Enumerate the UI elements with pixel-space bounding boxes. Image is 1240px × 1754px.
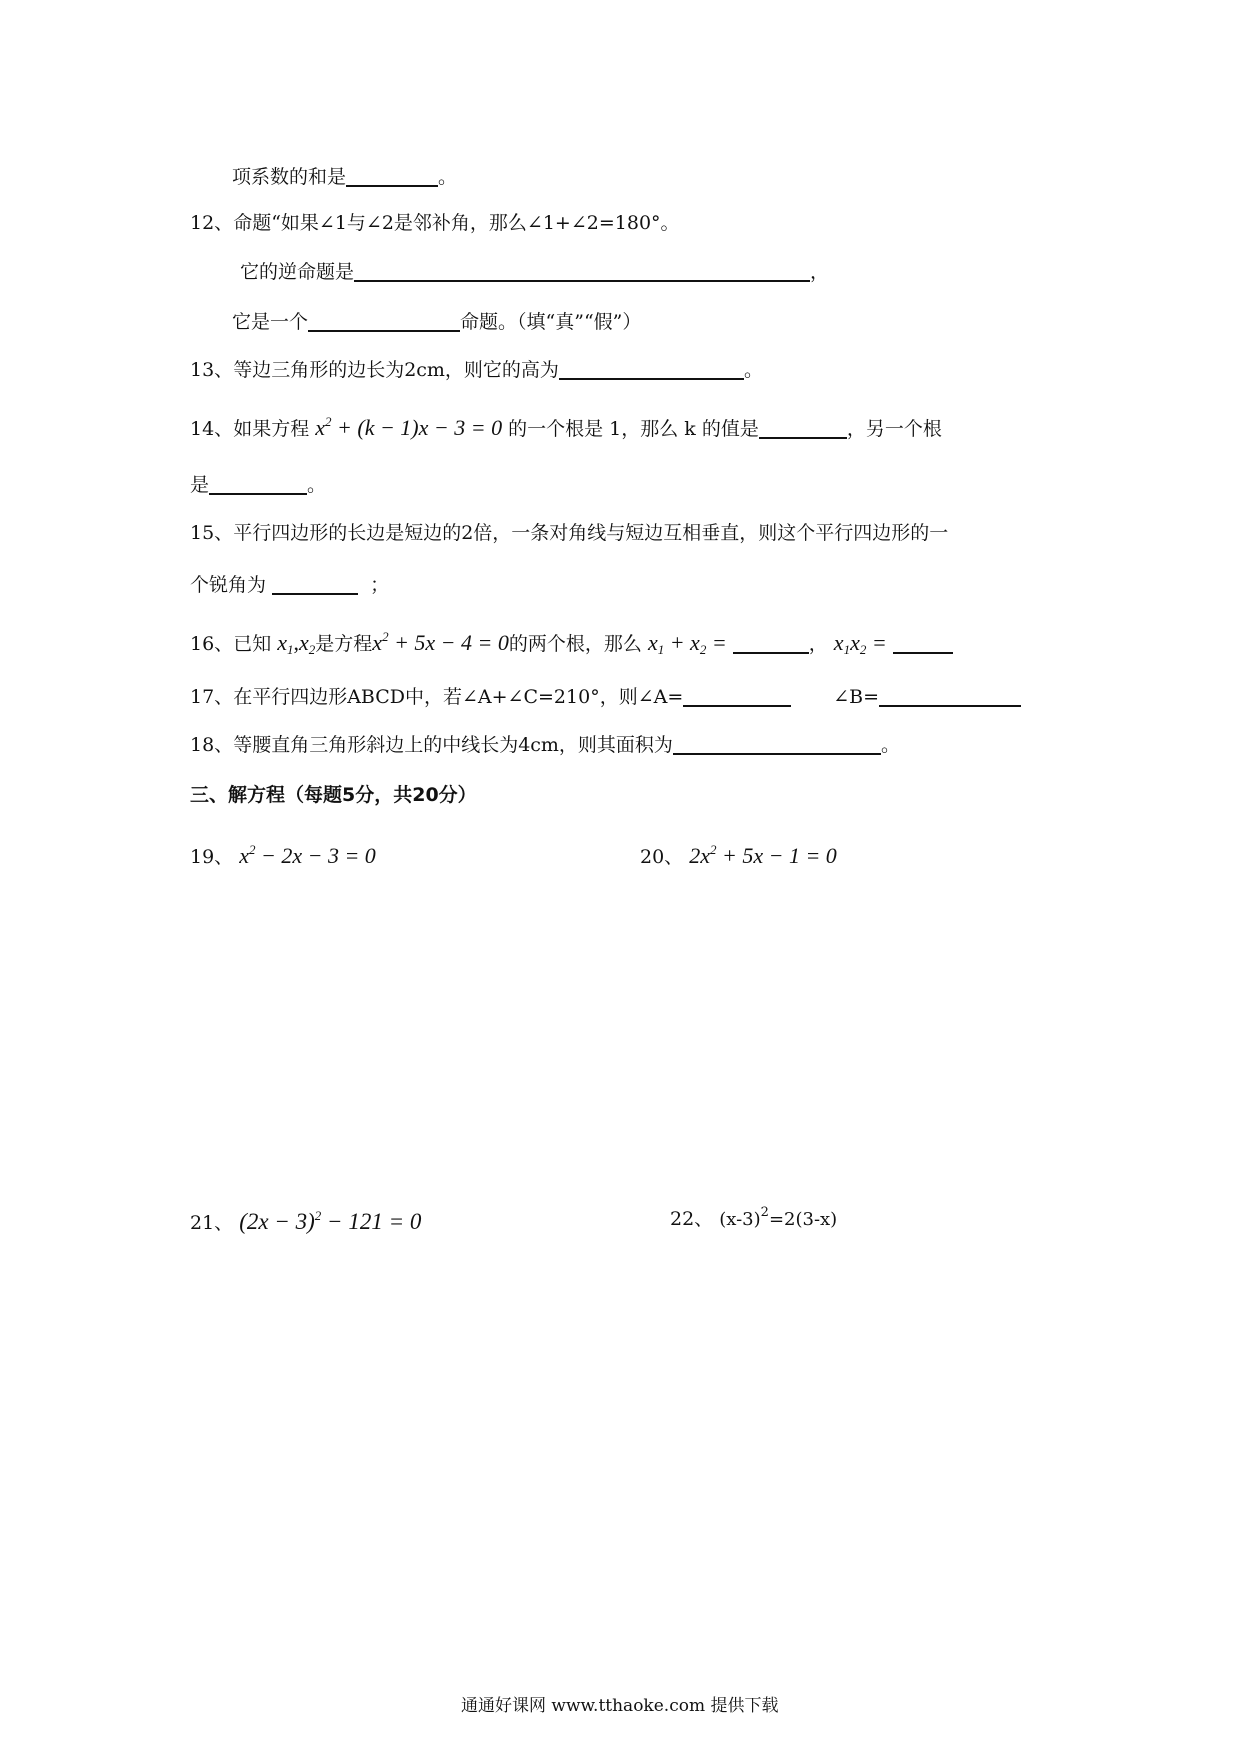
q13-answer-blank[interactable] [559, 360, 744, 380]
q12-line3 [232, 312, 641, 332]
q16-product: $x_1x_2$ = [833, 630, 887, 657]
q16-sep: ， [808, 633, 828, 655]
q15-angle-blank[interactable] [272, 575, 358, 595]
q13-end: 。 [743, 359, 763, 381]
q12-number: 12、 [190, 212, 234, 234]
page-footer: 通通好课网 www.tthaoke.com 提供下载 [461, 1696, 779, 1716]
q14-equation: $x^2 + (k - 1)x - 3 = 0$ [315, 414, 503, 440]
q14-line2 [190, 475, 326, 495]
q12-line2 [240, 262, 829, 282]
q12-truth-label: 它是一个 [232, 311, 309, 333]
q17-angle-b-blank[interactable] [879, 687, 1021, 707]
q17-number: 17、 [190, 686, 234, 708]
q11-continuation [232, 167, 457, 187]
q21-number: 21、 [190, 1212, 234, 1234]
q15-text: 平行四边形的长边是短边的2倍，一条对角线与短边互相垂直，则这个平行四边形的一 [233, 522, 949, 544]
q16-equation: $x^2 + 5x - 4 = 0$ [372, 629, 509, 655]
q13 [190, 360, 763, 380]
q16 [190, 629, 953, 657]
q12-line1 [190, 214, 680, 233]
q11-end: 。 [438, 166, 458, 188]
q11-text: 项系数的和是 [232, 166, 347, 188]
q18 [190, 735, 900, 755]
q17-mid: ∠B= [833, 686, 880, 708]
q16-mid1: 是方程 [315, 633, 373, 655]
q14-line2-end: 。 [307, 474, 327, 496]
q13-number: 13、 [190, 359, 234, 381]
q18-area-blank[interactable] [673, 735, 881, 755]
q14-after: ，另一个根 [846, 418, 942, 440]
q15-number: 15、 [190, 522, 234, 544]
q16-pre: 已知 [233, 633, 272, 655]
q20 [640, 842, 837, 868]
q12-text: 命题“如果∠1与∠2是邻补角，那么∠1+∠2=180°。 [233, 212, 680, 234]
q17-angle-a-blank[interactable] [683, 687, 791, 707]
q22-number: 22、 [670, 1208, 714, 1230]
q17 [190, 687, 1021, 707]
q17-text: 在平行四边形ABCD中，若∠A+∠C=210°，则∠A= [233, 686, 684, 708]
q14-root-blank[interactable] [209, 475, 307, 495]
q12-line2-end: ， [810, 261, 830, 283]
q15-line2-end: ； [370, 574, 390, 596]
q15-line1 [190, 524, 948, 543]
q14-line1 [190, 414, 942, 440]
q16-number: 16、 [190, 633, 234, 655]
q12-converse-blank[interactable] [354, 262, 810, 282]
q20-equation: $2x^2 + 5x - 1 = 0$ [689, 842, 837, 868]
q16-sum-blank[interactable] [733, 634, 809, 654]
q14-k-blank[interactable] [759, 419, 847, 439]
q18-text: 等腰直角三角形斜边上的中线长为4cm，则其面积为 [233, 734, 673, 756]
q18-number: 18、 [190, 734, 234, 756]
q16-mid2: 的两个根，那么 [508, 633, 642, 655]
q15-line2 [190, 575, 389, 595]
q15-line2-label: 个锐角为 [190, 574, 267, 596]
q12-converse-label: 它的逆命题是 [240, 261, 355, 283]
q16-product-blank[interactable] [893, 634, 953, 654]
q21 [190, 1210, 421, 1233]
q14-line2-label: 是 [190, 474, 210, 496]
q22 [670, 1205, 838, 1230]
q22-equation: $(x-3)^2=2(3-x)$ [719, 1205, 838, 1230]
q20-number: 20、 [640, 846, 684, 868]
q11-answer-blank[interactable] [346, 167, 438, 187]
q12-truth-blank[interactable] [308, 312, 460, 332]
q12-line3-end: 命题。（填“真”“假”） [460, 311, 642, 333]
q13-text: 等边三角形的边长为2cm，则它的高为 [233, 359, 559, 381]
section3-title: 三、解方程（每题5分，共20分） [190, 784, 477, 806]
q19-number: 19、 [190, 846, 234, 868]
q14-number: 14、 [190, 418, 234, 440]
q19 [190, 842, 376, 868]
q18-end: 。 [880, 734, 900, 756]
q14-mid: 的一个根是 1，那么 k 的值是 [508, 418, 759, 440]
q19-equation: $x^2 - 2x - 3 = 0$ [239, 842, 376, 868]
q21-equation: $(2x - 3)^2 - 121 = 0$ [239, 1208, 422, 1234]
q16-roots: $x_1,x_2$ [277, 630, 316, 657]
q16-sum: $x_1 + x_2$ = [647, 630, 727, 657]
q14-pre: 如果方程 [233, 418, 310, 440]
